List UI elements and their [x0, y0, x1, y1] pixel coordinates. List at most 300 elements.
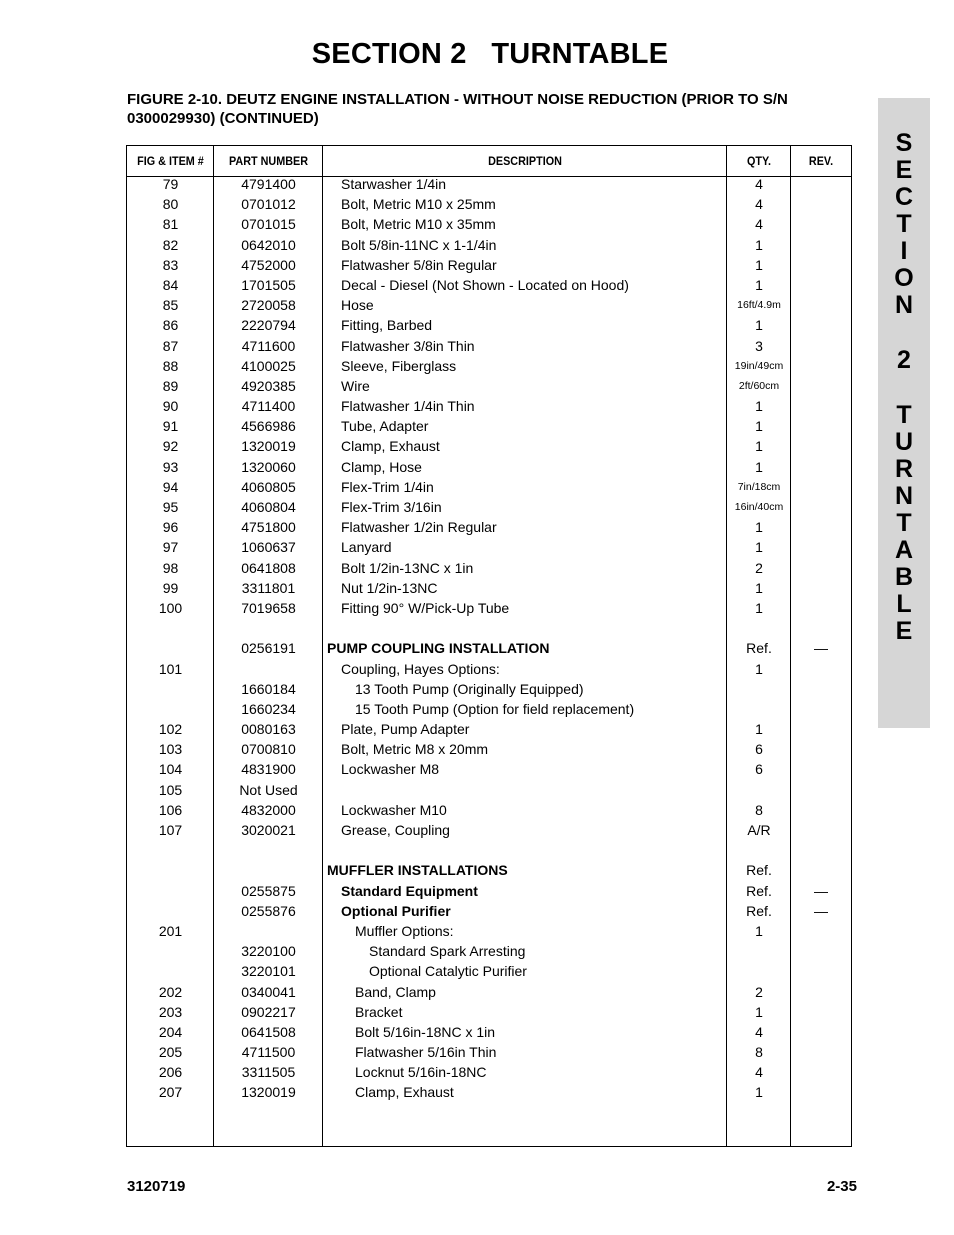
description-cell: 13 Tooth Pump (Originally Equipped): [355, 680, 584, 697]
qty-cell: 1: [755, 599, 763, 616]
header-rev: REV.: [808, 154, 834, 168]
page-number: 2-35: [826, 1178, 857, 1195]
part-number-cell: 0641808: [241, 559, 296, 576]
fig-item-cell: [127, 860, 214, 880]
table-row: [127, 295, 851, 315]
part-number-cell: 0256191: [241, 640, 296, 657]
part-number-cell: 3020021: [241, 822, 296, 838]
table-row: [127, 457, 851, 477]
qty-cell: A/R: [747, 822, 771, 838]
fig-item-cell: 101: [158, 660, 183, 677]
side-tab-letter: I: [900, 237, 908, 265]
rev-cell: [791, 336, 851, 356]
qty-cell: 8: [755, 1044, 763, 1061]
part-number-cell: [214, 618, 323, 638]
table-row: [127, 800, 851, 820]
table-row: [127, 679, 851, 699]
fig-item-cell: 92: [162, 438, 179, 455]
fig-item-cell: 79: [162, 176, 179, 192]
table-row: [127, 578, 851, 598]
table-row: [127, 214, 851, 234]
table-row: [127, 840, 851, 860]
part-number-cell: 3311801: [241, 579, 296, 596]
table-row: [127, 1062, 851, 1082]
part-number-cell: 1320019: [241, 1084, 296, 1101]
section-side-tab: [878, 98, 930, 728]
fig-item-cell: 89: [162, 377, 179, 394]
rev-cell: [791, 517, 851, 537]
qty-cell: [727, 618, 791, 638]
table-row: [127, 537, 851, 557]
description-cell: Clamp, Exhaust: [355, 1084, 454, 1101]
table-row: [127, 356, 851, 376]
table-row: [127, 255, 851, 275]
part-number-cell: 2220794: [241, 317, 296, 334]
fig-item-cell: 96: [162, 519, 179, 536]
fig-item-cell: 107: [158, 822, 183, 838]
part-number-cell: 0642010: [241, 236, 296, 253]
description-cell: Bolt 1/2in-13NC x 1in: [341, 559, 474, 576]
rev-cell: [791, 1022, 851, 1042]
qty-cell: Ref.: [746, 640, 772, 657]
description-cell: Sleeve, Fiberglass: [341, 357, 457, 374]
rev-cell: [791, 719, 851, 739]
rev-cell: [791, 578, 851, 598]
fig-item-cell: 86: [162, 317, 179, 334]
rev-cell: [791, 598, 851, 618]
rev-cell: [791, 659, 851, 679]
table-row: [127, 376, 851, 396]
part-number-cell: 4791400: [241, 176, 296, 192]
qty-cell: 1: [755, 660, 763, 677]
part-number-cell: 3220100: [241, 943, 296, 960]
header-fig-item: FIG & ITEM #: [137, 154, 204, 168]
side-tab-letter: [878, 319, 930, 347]
qty-cell: 2: [755, 559, 763, 576]
qty-cell: 7in/18cm: [737, 480, 781, 493]
part-number-cell: 4831900: [241, 761, 296, 778]
description-cell: Bolt 5/16in-18NC x 1in: [355, 1023, 496, 1040]
qty-cell: 2: [755, 983, 763, 1000]
side-tab-letter: E: [895, 156, 913, 184]
description-cell: Decal - Diesel (Not Shown - Located on Hood): [341, 276, 629, 293]
qty-cell: 16ft/4.9m: [737, 299, 781, 312]
qty-cell: [727, 941, 791, 961]
description-cell: MUFFLER INSTALLATIONS: [327, 862, 508, 879]
fig-item-cell: 99: [162, 579, 179, 596]
fig-item-cell: 87: [162, 337, 179, 354]
qty-cell: 1: [755, 539, 763, 556]
rev-cell: [791, 174, 851, 194]
qty-cell: 19in/49cm: [734, 359, 784, 372]
table-row: [127, 860, 851, 880]
part-number-cell: 0255875: [241, 882, 296, 899]
part-number-cell: 1701505: [241, 276, 296, 293]
qty-cell: 1: [755, 438, 763, 455]
qty-cell: [727, 961, 791, 981]
part-number-cell: 4920385: [241, 377, 296, 394]
rev-cell: [791, 255, 851, 275]
qty-cell: 4: [755, 1023, 763, 1040]
header-part-number: PART NUMBER: [228, 154, 309, 168]
part-number-cell: 1660184: [241, 680, 296, 697]
qty-cell: 2ft/60cm: [738, 379, 780, 392]
rev-cell: [791, 1082, 851, 1102]
part-number-cell: 4751800: [241, 519, 296, 536]
table-row: [127, 921, 851, 941]
rev-cell: [791, 618, 851, 638]
rev-cell: [791, 396, 851, 416]
fig-item-cell: [127, 618, 214, 638]
qty-cell: 1: [755, 458, 763, 475]
fig-item-cell: 102: [158, 721, 183, 738]
fig-item-cell: 104: [158, 761, 183, 778]
description-cell: Bolt 5/8in-11NC x 1-1/4in: [341, 236, 497, 253]
figure-title: FIGURE 2-10. DEUTZ ENGINE INSTALLATION - WITHOUT NOISE REDUCTION (PRIOR TO S/N 0300029930) (CONTINUED): [127, 91, 788, 127]
document-number: 3120719: [127, 1178, 186, 1195]
qty-cell: 1: [755, 519, 763, 536]
side-tab-letter: T: [896, 509, 912, 537]
part-number-cell: 0641508: [241, 1023, 296, 1040]
description-cell: Locknut 5/16in-18NC: [355, 1064, 487, 1081]
fig-item-cell: [127, 901, 214, 921]
fig-item-cell: 98: [162, 559, 179, 576]
part-number-cell: 0700810: [241, 741, 296, 758]
qty-cell: 1: [755, 1003, 763, 1020]
fig-item-cell: 106: [158, 801, 183, 818]
section-title: SECTION 2 TURNTABLE: [311, 38, 669, 70]
fig-item-cell: [127, 881, 214, 901]
side-tab-letter: N: [894, 291, 914, 319]
fig-item-cell: 201: [158, 922, 183, 939]
part-number-cell: 4752000: [241, 256, 296, 273]
description-cell: Fitting 90° W/Pick-Up Tube: [341, 599, 510, 616]
description-cell: Starwasher 1/4in: [341, 176, 447, 192]
description-cell: [327, 840, 726, 860]
fig-item-cell: 91: [162, 418, 179, 435]
rev-cell: [791, 436, 851, 456]
fig-item-cell: 85: [162, 297, 179, 314]
fig-item-cell: [127, 840, 214, 860]
fig-item-cell: [127, 638, 214, 658]
part-number-cell: [214, 921, 323, 941]
table-row: [127, 941, 851, 961]
table-row: [127, 235, 851, 255]
description-cell: Optional Purifier: [341, 902, 451, 919]
rev-cell: [791, 416, 851, 436]
fig-item-cell: 80: [162, 196, 179, 213]
header-description: DESCRIPTION: [488, 154, 562, 168]
description-cell: [341, 780, 726, 800]
rev-cell: [791, 982, 851, 1002]
qty-cell: 6: [755, 761, 763, 778]
description-cell: Bolt, Metric M10 x 25mm: [341, 196, 496, 213]
description-cell: Flex-Trim 1/4in: [341, 478, 434, 495]
rev-cell: [791, 961, 851, 981]
qty-cell: 1: [755, 418, 763, 435]
rev-cell: [791, 1062, 851, 1082]
description-cell: PUMP COUPLING INSTALLATION: [327, 640, 550, 657]
rev-cell: [791, 497, 851, 517]
qty-cell: 4: [755, 196, 763, 213]
fig-item-cell: 93: [162, 458, 179, 475]
rev-cell: [791, 457, 851, 477]
fig-item-cell: 202: [158, 983, 183, 1000]
part-number-cell: 4832000: [241, 801, 296, 818]
description-cell: Lockwasher M8: [341, 761, 440, 778]
fig-item-cell: 88: [162, 357, 179, 374]
part-number-cell: 0340041: [241, 983, 296, 1000]
part-number-cell: 1320060: [241, 458, 296, 475]
table-row: [127, 517, 851, 537]
part-number-cell: [214, 840, 323, 860]
rev-cell: [791, 558, 851, 578]
qty-cell: [727, 699, 791, 719]
rev-cell: [791, 214, 851, 234]
qty-cell: [727, 679, 791, 699]
side-tab-letter: T: [896, 210, 912, 238]
qty-cell: Ref.: [746, 882, 772, 899]
qty-cell: 3: [755, 337, 763, 354]
description-cell: Flatwasher 1/4in Thin: [341, 398, 475, 415]
description-cell: Optional Catalytic Purifier: [369, 963, 527, 980]
description-cell: 15 Tooth Pump (Option for field replacement): [355, 700, 635, 717]
table-row: [127, 174, 851, 194]
qty-cell: 1: [755, 317, 763, 334]
qty-cell: 4: [755, 176, 763, 192]
description-cell: Clamp, Exhaust: [341, 438, 440, 455]
fig-item-cell: [127, 961, 214, 981]
description-cell: Bolt, Metric M8 x 20mm: [341, 741, 489, 758]
part-number-cell: 1060637: [241, 539, 296, 556]
fig-item-cell: 83: [162, 256, 179, 273]
part-number-cell: 0080163: [241, 721, 296, 738]
table-row: [127, 1082, 851, 1102]
rev-cell: [791, 356, 851, 376]
rev-cell: [791, 820, 851, 840]
rev-cell: [791, 295, 851, 315]
qty-cell: [727, 840, 791, 860]
fig-item-cell: 207: [158, 1084, 183, 1101]
description-cell: Coupling, Hayes Options:: [341, 660, 500, 677]
table-row: [127, 416, 851, 436]
side-tab-letter: N: [894, 482, 914, 510]
part-number-cell: 4060804: [241, 499, 296, 515]
table-row: [127, 1042, 851, 1062]
side-tab-letter: C: [894, 183, 914, 211]
table-row: [127, 315, 851, 335]
rev-cell: [791, 780, 851, 800]
table-row: [127, 336, 851, 356]
fig-item-cell: 84: [162, 276, 179, 293]
part-number-cell: 4060805: [241, 478, 296, 495]
description-cell: Band, Clamp: [355, 983, 436, 1000]
table-row: [127, 820, 851, 840]
rev-cell: [791, 1042, 851, 1062]
part-number-cell: 4100025: [241, 357, 296, 374]
side-tab-letter: E: [895, 617, 913, 645]
rev-cell: [791, 941, 851, 961]
side-tab-letter: O: [894, 264, 914, 292]
part-number-cell: Not Used: [239, 781, 298, 798]
qty-cell: [727, 780, 791, 800]
rev-cell: [791, 194, 851, 214]
rev-cell: [791, 840, 851, 860]
qty-cell: 1: [755, 398, 763, 415]
part-number-cell: 4566986: [241, 418, 296, 435]
fig-item-cell: 90: [162, 398, 179, 415]
rev-cell: [791, 235, 851, 255]
qty-cell: 1: [755, 922, 763, 939]
description-cell: Flex-Trim 3/16in: [341, 499, 442, 515]
part-number-cell: 1320019: [241, 438, 296, 455]
fig-item-cell: 81: [162, 216, 179, 233]
description-cell: Grease, Coupling: [341, 822, 450, 838]
side-tab-letter: T: [896, 401, 912, 429]
description-cell: [327, 618, 726, 638]
description-cell: Clamp, Hose: [341, 458, 422, 475]
rev-cell: [791, 376, 851, 396]
header-qty: QTY.: [746, 154, 771, 168]
rev-cell: [791, 477, 851, 497]
side-tab-letter: L: [896, 590, 912, 618]
part-number-cell: 3220101: [241, 963, 296, 980]
qty-cell: 16in/40cm: [734, 501, 784, 513]
side-tab-letters: [878, 130, 930, 645]
description-cell: Bracket: [355, 1003, 403, 1020]
qty-cell: 4: [755, 1064, 763, 1081]
description-cell: Flatwasher 5/16in Thin: [355, 1044, 497, 1061]
fig-item-cell: 205: [158, 1044, 183, 1061]
part-number-cell: [214, 860, 323, 880]
table-row: [127, 497, 851, 517]
qty-cell: 6: [755, 741, 763, 758]
fig-item-cell: 95: [162, 499, 179, 515]
part-number-cell: 0701015: [241, 216, 296, 233]
rev-cell: [791, 537, 851, 557]
description-cell: Fitting, Barbed: [341, 317, 433, 334]
qty-cell: 4: [755, 216, 763, 233]
part-number-cell: 2720058: [241, 297, 296, 314]
table-row: [127, 699, 851, 719]
fig-item-cell: 204: [158, 1023, 183, 1040]
table-row: [127, 961, 851, 981]
part-number-cell: 4711600: [241, 337, 296, 354]
qty-cell: 1: [755, 276, 763, 293]
fig-item-cell: [127, 679, 214, 699]
table-row: [127, 739, 851, 759]
part-number-cell: 0902217: [241, 1003, 296, 1020]
description-cell: Muffler Options:: [355, 922, 454, 939]
parts-table: [126, 145, 852, 1147]
rev-cell: [791, 679, 851, 699]
fig-item-cell: 97: [162, 539, 179, 556]
side-tab-letter: [878, 374, 930, 402]
part-number-cell: 0701012: [241, 196, 296, 213]
table-row: [127, 901, 851, 921]
fig-item-cell: 105: [158, 781, 183, 798]
table-row: [127, 194, 851, 214]
description-cell: Bolt, Metric M10 x 35mm: [341, 216, 496, 233]
rev-cell: [791, 315, 851, 335]
side-tab-letter: A: [894, 536, 914, 564]
qty-cell: 8: [755, 801, 763, 818]
table-row: [127, 659, 851, 679]
rev-cell: [791, 275, 851, 295]
description-cell: Tube, Adapter: [341, 418, 429, 435]
rev-cell: [791, 699, 851, 719]
fig-item-cell: 206: [158, 1064, 183, 1081]
table-row: [127, 719, 851, 739]
fig-item-cell: 100: [158, 599, 183, 616]
rev-cell: —: [814, 882, 828, 899]
table-row: [127, 275, 851, 295]
table-row: [127, 881, 851, 901]
fig-item-cell: 203: [158, 1003, 183, 1020]
description-cell: Plate, Pump Adapter: [341, 721, 470, 738]
qty-cell: 1: [755, 579, 763, 596]
fig-item-cell: 103: [158, 741, 183, 758]
table-row: [127, 618, 851, 638]
part-number-cell: 7019658: [241, 599, 296, 616]
part-number-cell: 1660234: [241, 700, 296, 717]
description-cell: Standard Spark Arresting: [369, 943, 526, 960]
qty-cell: 1: [755, 1084, 763, 1101]
qty-cell: 1: [755, 236, 763, 253]
description-cell: Flatwasher 3/8in Thin: [341, 337, 475, 354]
description-cell: Nut 1/2in-13NC: [341, 579, 438, 596]
rev-cell: [791, 759, 851, 779]
table-row: [127, 780, 851, 800]
description-cell: Flatwasher 5/8in Regular: [341, 256, 497, 273]
table-row: [127, 759, 851, 779]
side-tab-letter: U: [894, 428, 914, 456]
table-body: [127, 174, 851, 1103]
fig-item-cell: 82: [162, 236, 179, 253]
part-number-cell: 3311505: [241, 1064, 296, 1081]
table-row: [127, 558, 851, 578]
rev-cell: [791, 921, 851, 941]
table-row: [127, 1022, 851, 1042]
rev-cell: —: [814, 902, 828, 919]
qty-cell: 1: [755, 721, 763, 738]
table-row: [127, 396, 851, 416]
fig-item-cell: [127, 941, 214, 961]
rev-cell: [791, 860, 851, 880]
fig-item-cell: [127, 699, 214, 719]
description-cell: Standard Equipment: [341, 882, 478, 899]
description-cell: Hose: [341, 297, 374, 314]
description-cell: Wire: [341, 377, 370, 394]
table-row: [127, 982, 851, 1002]
table-row: [127, 477, 851, 497]
side-tab-letter: S: [895, 129, 913, 157]
qty-cell: Ref.: [746, 862, 772, 879]
rev-cell: [791, 1002, 851, 1022]
rev-cell: [791, 739, 851, 759]
side-tab-letter: B: [894, 563, 914, 591]
fig-item-cell: 94: [162, 478, 179, 495]
qty-cell: 1: [755, 256, 763, 273]
description-cell: Flatwasher 1/2in Regular: [341, 519, 497, 536]
part-number-cell: [214, 659, 323, 679]
side-tab-letter: R: [894, 455, 914, 483]
rev-cell: [791, 800, 851, 820]
part-number-cell: 0255876: [241, 902, 296, 919]
part-number-cell: 4711500: [241, 1044, 296, 1061]
side-tab-letter: 2: [897, 346, 911, 374]
qty-cell: Ref.: [746, 902, 772, 919]
